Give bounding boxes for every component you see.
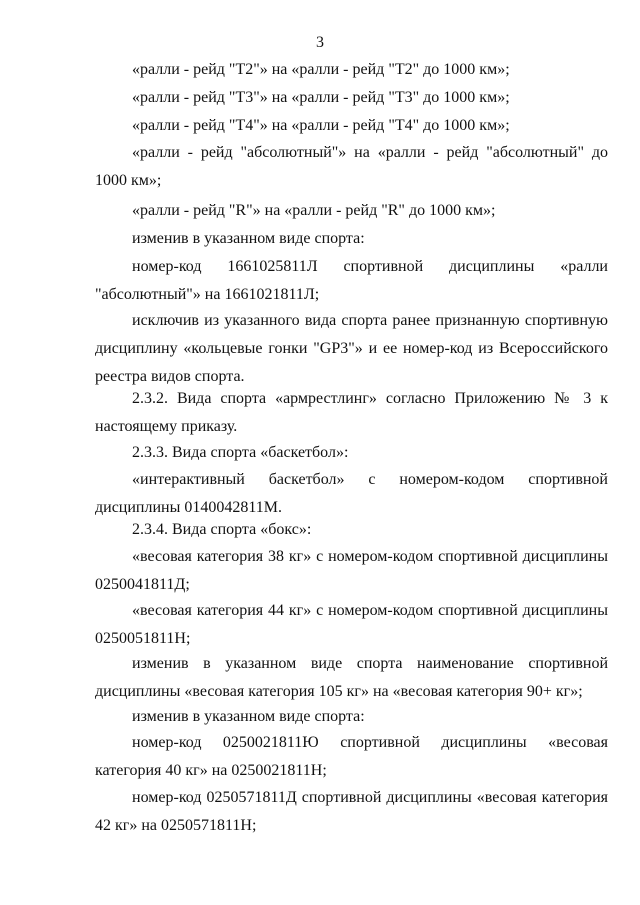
paragraph-rename-105: изменив в указанном виде спорта наименование спортивной дисциплины «весовая категория 105 кг» на «весовая категория 90+ кг»; [95,655,608,700]
paragraph-2-3-4-boxing: 2.3.4. Вида спорта «бокс»: [132,521,312,538]
paragraph-rally-absolute: «ралли - рейд "абсолютный"» на «ралли - рейд "абсолютный" до 1000 км»; [95,144,608,189]
paragraph-weight-44: «весовая категория 44 кг» с номером-кодом спортивной дисциплины 0250051811Н; [95,602,608,647]
paragraph-code-weight-40: номер-код 0250021811Ю спортивной дисциплины «весовая категория 40 кг» на 0250021811Н; [95,734,608,779]
paragraph-rally-t4: «ралли - рейд "Т4"» на «ралли - рейд "Т4" до 1000 км»; [132,117,510,134]
paragraph-2-3-3-basketball: 2.3.3. Вида спорта «баскетбол»: [132,444,349,461]
paragraph-interactive-basketball: «интерактивный баскетбол» с номером-кодом спортивной дисциплины 0140042811М. [95,471,608,516]
paragraph-rally-r: «ралли - рейд "R"» на «ралли - рейд "R" до 1000 км»; [132,202,496,219]
paragraph-2-3-2-armwrestling: 2.3.2. Вида спорта «армрестлинг» согласно Приложению № 3 к настоящему приказу. [95,390,608,435]
paragraph-excluding-gp3: исключив из указанного вида спорта ранее признанную спортивную дисциплину «кольцевые гонки "GP3"» и ее номер-код из Всероссийского реестра видов спорта. [95,312,608,385]
paragraph-rally-t3: «ралли - рейд "Т3"» на «ралли - рейд "Т3" до 1000 км»; [132,89,510,106]
paragraph-changing-2: изменив в указанном виде спорта: [132,708,365,725]
paragraph-changing-1: изменив в указанном виде спорта: [132,230,365,247]
paragraph-weight-38: «весовая категория 38 кг» с номером-кодом спортивной дисциплины 0250041811Д; [95,548,608,593]
paragraph-rally-t2: «ралли - рейд "Т2"» на «ралли - рейд "Т2" до 1000 км»; [132,61,510,78]
page-number: 3 [316,34,324,51]
paragraph-code-weight-42: номер-код 0250571811Д спортивной дисциплины «весовая категория 42 кг» на 0250571811Н; [95,789,608,834]
paragraph-code-rally-absolute: номер-код 1661025811Л спортивной дисциплины «ралли "абсолютный"» на 1661021811Л; [95,258,608,303]
